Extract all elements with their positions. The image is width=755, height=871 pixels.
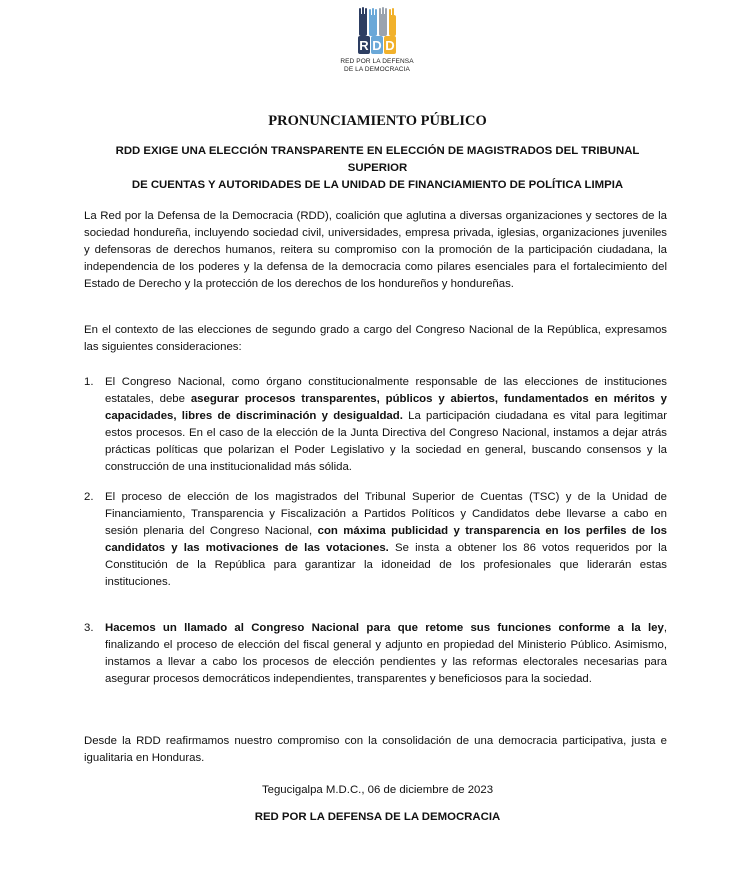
item-text: El Congreso Nacional, como órgano constitucionalmente responsable de las elecciones de instituciones estatales, debe — [105, 376, 667, 405]
logo-caption-line1: RED POR LA DEFENSA — [340, 58, 414, 65]
item-text: La participación ciudadana es vital para legitimar estos procesos. En el caso de la elección de la Junta Directiva del Congreso Nacional, instamos a dejar atrás prácticas políticas que polarizan el Poder Legislativo y la sociedad en general, buscando consensos y la construcción de una institucionalidad más sólida. — [105, 410, 667, 473]
svg-text:D: D — [372, 38, 382, 53]
list-item — [84, 374, 667, 476]
signature: RED POR LA DEFENSA DE LA DEMOCRACIA — [254, 811, 501, 823]
item-number: 1. — [84, 376, 94, 388]
item-bold-text: Hacemos un llamado al Congreso Nacional para que retome sus funciones conforme a la ley — [105, 622, 664, 634]
item-body — [105, 374, 667, 476]
document-title: PRONUNCIAMIENTO PÚBLICO — [268, 113, 487, 129]
item-text: El proceso de elección de los magistrados del Tribunal Superior de Cuentas (TSC) y de la Unidad de Financiamiento, Transparencia y Fiscalización a Partidos Políticos y Candidatos debe llevarse a cabo en sesión plenaria del Congreso Nacional, — [105, 491, 667, 537]
item-body — [105, 620, 667, 688]
list-item — [84, 620, 667, 688]
subtitle-line1: RDD EXIGE UNA ELECCIÓN TRANSPARENTE EN ELECCIÓN DE MAGISTRADOS DEL TRIBUNAL SUPERIOR — [115, 145, 640, 174]
item-body — [105, 489, 667, 591]
subtitle-line2: DE CUENTAS Y AUTORIDADES DE LA UNIDAD DE FINANCIAMIENTO DE POLÍTICA LIMPIA — [131, 179, 624, 191]
item-bold-text: asegurar procesos transparentes, públicos y abiertos, fundamentados en méritos y capacidades, libres de discriminación y desigualdad. — [105, 393, 667, 422]
logo-caption-line2: DE LA DEMOCRACIA — [344, 66, 410, 73]
item-number: 2. — [84, 491, 94, 503]
item-text: , finalizando el proceso de elección del fiscal general y adjunto en propiedad del Ministerio Público. Asimismo, instamos a llevar a cabo los procesos de elección pendientes y las reformas electorales necesarias para asegurar procesos democráticos independientes, transparentes y beneficiosos para la sociedad. — [105, 622, 667, 685]
svg-text:D: D — [385, 38, 395, 53]
document-subtitle — [90, 143, 665, 194]
list-item — [84, 489, 667, 591]
place-date: Tegucigalpa M.D.C., 06 de diciembre de 2023 — [261, 784, 494, 796]
context-paragraph: En el contexto de las elecciones de segundo grado a cargo del Congreso Nacional de la República, expresamos las siguientes consideraciones: — [84, 324, 667, 353]
intro-paragraph: La Red por la Defensa de la Democracia (RDD), coalición que aglutina a diversas organizaciones y sectores de la sociedad hondureña, incluyendo sociedad civil, universidades, empresa privada, iglesias, organizaciones juveniles y defensoras de derechos humanos, reitera su compromiso con la promoción de la participación ciudadana, la independencia de los poderes y la defensa de la democracia como pilares esenciales para el fortalecimiento del Estado de Derecho y la protección de los derechos de los hondureños y hondureñas. — [84, 210, 667, 290]
rdd-logo — [322, 6, 432, 74]
item-bold-text: con máxima publicidad y transparencia en los perfiles de los candidatos y las motivaciones de las votaciones. — [105, 525, 668, 554]
raised-hands-icon — [356, 6, 398, 58]
item-number: 3. — [84, 622, 94, 634]
closing-paragraph: Desde la RDD reafirmamos nuestro compromiso con la consolidación de una democracia participativa, justa e igualitaria en Honduras. — [84, 735, 667, 764]
svg-text:R: R — [359, 38, 369, 53]
item-text: Se insta a obtener los 86 votos requeridos por la Constitución de la República para garantizar la idoneidad de los profesionales que liderarán estas instituciones. — [105, 542, 667, 588]
